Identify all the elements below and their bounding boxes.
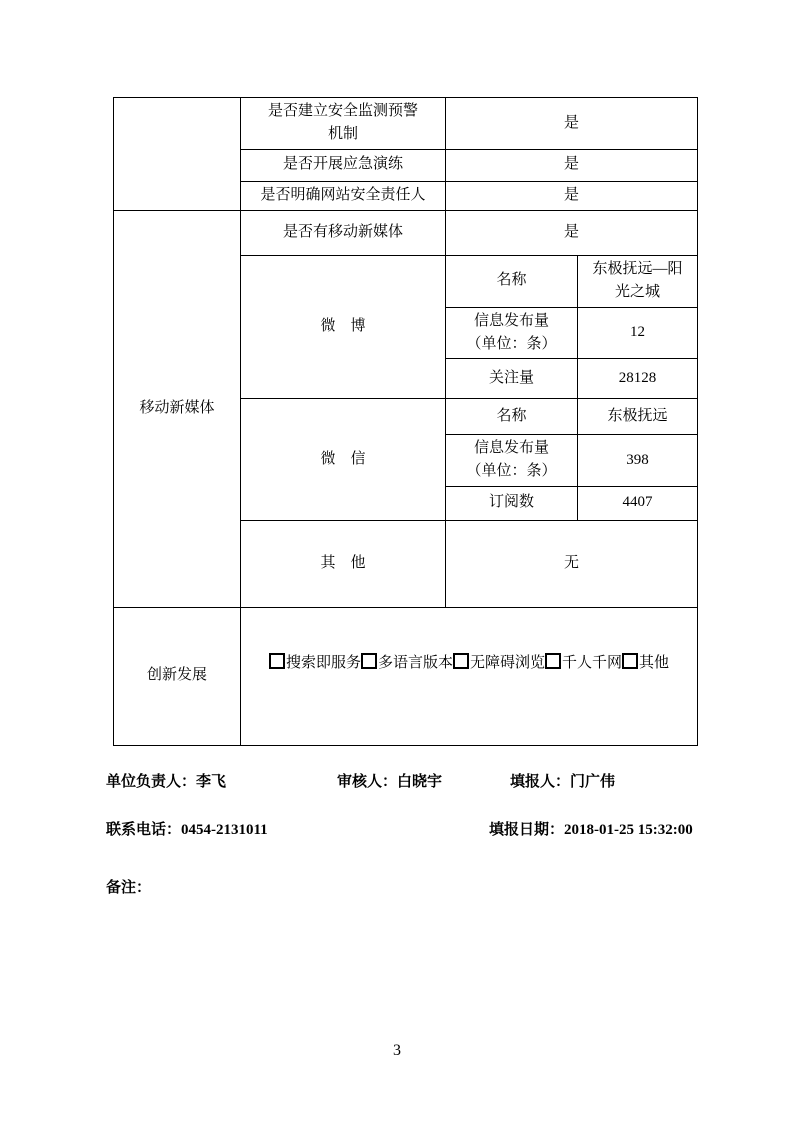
innovation-options-line: [255, 652, 683, 675]
remarks-label: 备注：: [106, 880, 152, 896]
question-cell: 是否有移动新媒体: [241, 210, 446, 255]
value-cell: 东极抚远: [578, 399, 698, 435]
value-cell: 398: [578, 435, 698, 487]
innovation-option: [545, 652, 622, 675]
question-cell: 是否明确网站安全责任人: [241, 181, 446, 210]
answer-cell: 是: [446, 98, 698, 150]
checkbox-label: 其他: [639, 655, 670, 672]
value-cell: 东极抚远—阳光之城: [578, 255, 698, 307]
answer-cell: 是: [446, 210, 698, 255]
innovation-option: [361, 652, 453, 675]
contact-phone-text: 联系电话：0454-2131011: [106, 822, 268, 838]
key-cell: 名称: [446, 255, 578, 307]
innovation-option: [453, 652, 545, 675]
checkbox-unchecked-icon[interactable]: [269, 653, 285, 669]
innovation-options-cell: [241, 607, 698, 745]
innovation-option: [269, 652, 361, 675]
answer-cell: 是: [446, 149, 698, 181]
group-cell-weibo: 微 博: [241, 255, 446, 399]
group-cell-weixin: 微 信: [241, 399, 446, 521]
checkbox-unchecked-icon[interactable]: [545, 653, 561, 669]
question-cell-other: 其 他: [241, 520, 446, 607]
question-cell: 是否开展应急演练: [241, 149, 446, 181]
checkbox-label: 搜索即服务: [285, 655, 361, 672]
filler-text: 填报人：门广伟: [510, 774, 616, 790]
key-cell: 订阅数: [446, 486, 578, 520]
key-cell: 名称: [446, 399, 578, 435]
question-text: 是否建立安全监测预警机制: [267, 103, 418, 143]
section-cell-innovation: 创新发展: [114, 607, 241, 745]
checkbox-unchecked-icon[interactable]: [622, 653, 638, 669]
checkbox-label: 多语言版本: [377, 655, 453, 672]
checkbox-label: 无障碍浏览: [470, 655, 546, 672]
table-row: [114, 210, 698, 255]
section-cell-mobile-media: 移动新媒体: [114, 210, 241, 607]
checkbox-unchecked-icon[interactable]: [453, 653, 469, 669]
table-row: [114, 607, 698, 745]
key-cell: 信息发布量（单位：条）: [446, 435, 578, 487]
value-cell: 12: [578, 307, 698, 359]
checkbox-unchecked-icon[interactable]: [361, 653, 377, 669]
table-row: [114, 98, 698, 150]
section-cell-blank: [114, 98, 241, 211]
report-date-text: 填报日期：2018-01-25 15:32:00: [489, 822, 693, 838]
innovation-option: [622, 652, 669, 675]
unit-head-text: 单位负责人：李飞: [106, 774, 227, 790]
checkbox-label: 千人千网: [562, 655, 623, 672]
value-cell: 28128: [578, 359, 698, 399]
key-cell: 信息发布量（单位：条）: [446, 307, 578, 359]
answer-cell: 无: [446, 520, 698, 607]
value-cell: 4407: [578, 486, 698, 520]
page-number: 3: [393, 1042, 401, 1059]
answer-cell: 是: [446, 181, 698, 210]
key-cell: 关注量: [446, 359, 578, 399]
auditor-text: 审核人：白晓宇: [337, 774, 443, 790]
question-cell: [241, 98, 446, 150]
report-table: [113, 97, 698, 746]
